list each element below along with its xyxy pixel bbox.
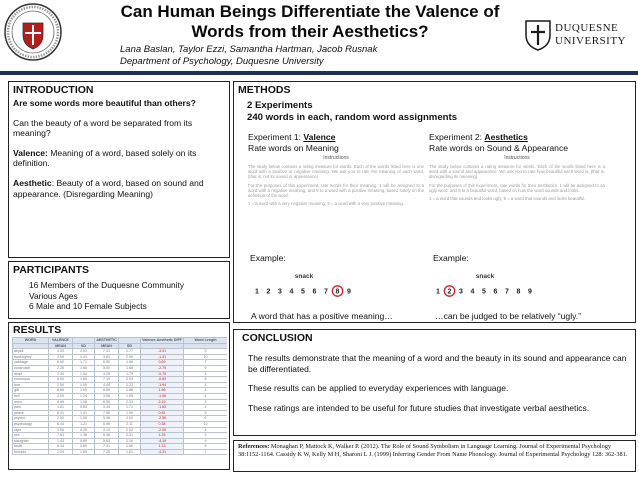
table-cell: 1.61 bbox=[119, 449, 141, 455]
table-cell: 1.79 bbox=[119, 371, 141, 377]
instructions-text: The study below contains a rating measure for words. Each of the words listed here is a word with a sound and appearance. We ask you to rate how beautiful each word is, (that is, disregarding its meaning). bbox=[429, 164, 605, 180]
results-table-wrapper bbox=[12, 337, 227, 467]
exp2-task: Rate words on Sound & Appearance bbox=[429, 142, 569, 153]
table-cell: 2.00 bbox=[49, 354, 73, 360]
table-cell: 6 bbox=[184, 416, 228, 422]
methods-line-1: 2 Experiments bbox=[247, 100, 313, 111]
table-cell: 1.69 bbox=[73, 449, 95, 455]
table-cell: sex bbox=[13, 433, 49, 439]
example-word: snack bbox=[475, 273, 495, 280]
scale-number: 9 bbox=[528, 288, 532, 296]
example-label: Example: bbox=[433, 253, 469, 263]
title-line-2: Words from their Aesthetics? bbox=[191, 22, 429, 41]
table-cell: 4 bbox=[184, 393, 228, 399]
table-cell: 1.06 bbox=[49, 427, 73, 433]
table-cell: 5 bbox=[184, 349, 228, 355]
table-cell: -0.75 bbox=[141, 371, 184, 377]
table-cell: 2.90 bbox=[119, 354, 141, 360]
scale-number: 7 bbox=[505, 288, 509, 296]
conclusion-paragraph: These ratings are intended to be useful for future studies that investigate verbal aesthetics. bbox=[248, 402, 590, 413]
scale-number: 4 bbox=[289, 288, 294, 296]
exp2-name: Aesthetics bbox=[484, 132, 528, 142]
aesthetic-text: : Beauty of a word, based on sound and appearance. (Disregarding Meaning) bbox=[13, 177, 204, 199]
table-cell: 1.44 bbox=[49, 438, 73, 444]
table-cell: 0.83 bbox=[73, 405, 95, 411]
list-item: 16 Members of the Duquesne Community bbox=[29, 280, 185, 290]
exp2-rating-scale bbox=[430, 269, 540, 299]
table-cell: 2.50 bbox=[49, 382, 73, 388]
table-cell: 4 bbox=[184, 388, 228, 394]
title-divider bbox=[0, 71, 638, 75]
references-text: Monaghan P, Mattock K, Walker P. (2012). The Role of Sound Symbolism in Language Learning. Journal of Experimental Psychology 38:1152-1164. Cassidy K W, Kelly M H, Sharoni L J. (1999) Inferring Gender From Name Phonology. Journal of Experimental Psychology 128: 362-381. bbox=[238, 443, 628, 459]
table-cell: -1.06 bbox=[141, 393, 184, 399]
table-cell: 0.81 bbox=[141, 410, 184, 416]
exp1-caption: A word that has a positive meaning… bbox=[251, 311, 393, 321]
table-cell: 1.21 bbox=[73, 421, 95, 427]
table-cell: 1.54 bbox=[73, 371, 95, 377]
scale-number: 1 bbox=[255, 288, 259, 296]
table-cell: smile bbox=[13, 444, 49, 450]
scale-number: 8 bbox=[516, 288, 521, 296]
table-cell: -3.31 bbox=[141, 349, 184, 355]
table-cell: 1.90 bbox=[119, 410, 141, 416]
instructions-text: 1 = a word that sounds and looks ugly; 9 = a word that sounds and looks beautiful. bbox=[429, 196, 586, 202]
scale-number: 2 bbox=[447, 288, 452, 296]
table-cell: -1.31 bbox=[141, 354, 184, 360]
table-cell: -2.56 bbox=[141, 416, 184, 422]
table-cell: 7 bbox=[184, 449, 228, 455]
table-cell: 1.66 bbox=[119, 444, 141, 450]
methods-panel bbox=[233, 81, 636, 323]
instructions-text: 1 = a word with a very negative meaning; 9 = a word with a very positive meaning. bbox=[248, 201, 404, 207]
table-cell: 2.00 bbox=[49, 393, 73, 399]
duquesne-logo bbox=[523, 16, 633, 56]
authors: Lana Baslan, Taylor Ezzi, Samantha Hartman, Jacob Rusnak bbox=[120, 44, 378, 55]
table-cell: -4.19 bbox=[141, 438, 184, 444]
exp1-instructions bbox=[248, 155, 424, 253]
table-cell: 1.86 bbox=[119, 388, 141, 394]
table-cell: 1.01 bbox=[73, 410, 95, 416]
table-cell: 1.80 bbox=[73, 377, 95, 383]
scale-number: 6 bbox=[312, 288, 317, 296]
instructions-text: The study below contains a rating measure for words. Each of the words listed here is one word with a positive or negative meaning. We ask you to rate the meaning of each word, (that is, not its sound or appearance). bbox=[248, 164, 424, 180]
table-cell: 7.31 bbox=[95, 349, 119, 355]
introduction-heading: INTRODUCTION bbox=[13, 84, 94, 96]
scale-number: 4 bbox=[470, 288, 475, 296]
instructions-heading: Instructions bbox=[323, 155, 349, 161]
table-cell: 2.02 bbox=[119, 427, 141, 433]
table-cell: 0.69 bbox=[141, 360, 184, 366]
exp2-prefix: Experiment 2: bbox=[429, 132, 485, 142]
table-cell: 0.89 bbox=[73, 444, 95, 450]
scale-number: 1 bbox=[436, 288, 440, 296]
introduction-question: Are some words more beautiful than others? bbox=[13, 98, 196, 108]
table-cell: slaughter bbox=[13, 438, 49, 444]
participants-list bbox=[29, 280, 225, 312]
table-cell: 1.25 bbox=[141, 433, 184, 439]
table-cell: 3.44 bbox=[95, 405, 119, 411]
table-cell: 5 bbox=[184, 444, 228, 450]
references-panel bbox=[233, 440, 636, 472]
example-label: Example: bbox=[250, 253, 286, 263]
table-cell: dead bbox=[13, 371, 49, 377]
scale-number: 8 bbox=[335, 288, 340, 296]
table-cell: 1.71 bbox=[119, 405, 141, 411]
table-cell: -0.69 bbox=[141, 377, 184, 383]
conclusion-paragraph: These results can be applied to everyday experiences with language. bbox=[248, 383, 509, 393]
aesthetic-definition bbox=[13, 178, 225, 199]
scale-number: 9 bbox=[347, 288, 351, 296]
scale-number: 7 bbox=[324, 288, 328, 296]
table-cell: abyss bbox=[13, 349, 49, 355]
table-cell: 3.06 bbox=[95, 393, 119, 399]
table-cell: 2.50 bbox=[49, 416, 73, 422]
experiment-2 bbox=[429, 132, 609, 153]
table-cell: 1.08 bbox=[73, 399, 95, 405]
table-cell: 1.50 bbox=[73, 416, 95, 422]
references-label: References: bbox=[238, 443, 270, 450]
table-cell: 2.16 bbox=[119, 438, 141, 444]
table-cell: 3 bbox=[184, 399, 228, 405]
table-cell: bankruptcy bbox=[13, 354, 49, 360]
table-cell: 7.25 bbox=[95, 449, 119, 455]
scale-number: 3 bbox=[459, 288, 463, 296]
table-cell: 7.63 bbox=[49, 433, 73, 439]
table-cell: 10 bbox=[184, 354, 228, 360]
table-cell: -2.06 bbox=[141, 427, 184, 433]
table-header-cell: Valence-Aesthetic DIFF bbox=[142, 338, 182, 342]
table-cell: 2.03 bbox=[73, 349, 95, 355]
table-cell: 4 bbox=[184, 427, 228, 433]
table-cell: 2.11 bbox=[119, 421, 141, 427]
table-cell: 1.56 bbox=[141, 388, 184, 394]
table-cell: 2.31 bbox=[119, 433, 141, 439]
table-cell: tornado bbox=[13, 449, 49, 455]
table-cell: 4 bbox=[184, 405, 228, 411]
table-cell: 9 bbox=[184, 438, 228, 444]
results-panel bbox=[8, 322, 230, 470]
table-cell: 1.13 bbox=[141, 444, 184, 450]
table-cell: 1.88 bbox=[119, 365, 141, 371]
table-cell: 1.05 bbox=[73, 388, 95, 394]
example-word: snack bbox=[294, 273, 314, 280]
table-cell: 8.31 bbox=[49, 410, 73, 416]
participants-panel bbox=[8, 261, 230, 319]
table-cell: 3.25 bbox=[95, 371, 119, 377]
table-cell: 1.95 bbox=[119, 393, 141, 399]
table-header-cell: Word Length bbox=[184, 338, 228, 344]
table-cell: 3.13 bbox=[95, 427, 119, 433]
exp1-name: Valence bbox=[303, 132, 336, 142]
table-header-cell: SD bbox=[73, 343, 95, 349]
table-header-cell: MEAN bbox=[95, 343, 119, 349]
table-cell: 0.89 bbox=[73, 438, 95, 444]
conclusion-heading: CONCLUSION bbox=[242, 332, 313, 344]
experiment-1 bbox=[248, 132, 428, 153]
table-cell: 1.65 bbox=[73, 365, 95, 371]
scale-number: 2 bbox=[266, 288, 271, 296]
table-cell: 2.19 bbox=[141, 399, 184, 405]
table-cell: -1.63 bbox=[141, 405, 184, 411]
scale-number: 6 bbox=[493, 288, 498, 296]
introduction-panel bbox=[8, 81, 230, 258]
table-cell: peace bbox=[13, 410, 49, 416]
table-cell: 2.04 bbox=[119, 377, 141, 383]
table-header-cell: WORD bbox=[13, 338, 49, 344]
introduction-paragraph: Can the beauty of a word be separated from its meaning? bbox=[13, 117, 193, 139]
table-cell: 2.33 bbox=[119, 399, 141, 405]
scale-number: 5 bbox=[482, 288, 486, 296]
table-cell: 8.69 bbox=[49, 399, 73, 405]
table-cell: 4.00 bbox=[49, 349, 73, 355]
table-cell: 4 bbox=[184, 382, 228, 388]
methods-line-2: 240 words in each, random word assignments bbox=[247, 111, 458, 123]
table-cell: cockroach bbox=[13, 365, 49, 371]
table-header-cell: SD bbox=[119, 343, 141, 349]
table-cell: 0.38 bbox=[141, 421, 184, 427]
table-cell: gift bbox=[13, 388, 49, 394]
table-cell: 4.44 bbox=[95, 382, 119, 388]
table-cell: cabbage bbox=[13, 360, 49, 366]
instructions-text: For the purposes of this experiment, rate words for their aesthetics. 1 will be assigned to an ugly word, and 9 to a beautiful word, based on how the word sounds and looks. bbox=[429, 182, 605, 193]
results-table bbox=[12, 337, 227, 455]
list-item: 6 Male and 10 Female Subjects bbox=[29, 301, 147, 311]
valence-text: Meaning of a word, based solely on its definition. bbox=[13, 147, 197, 169]
table-cell: psychology bbox=[13, 421, 49, 427]
table-cell: 1.86 bbox=[119, 360, 141, 366]
exp2-caption: …can be judged to be relatively “ugly.” bbox=[435, 311, 582, 321]
table-cell: 5.00 bbox=[95, 365, 119, 371]
table-cell: 5.63 bbox=[95, 438, 119, 444]
poster-title bbox=[100, 2, 520, 42]
exp1-task: Rate words on Meaning bbox=[248, 142, 339, 153]
table-cell: 6.50 bbox=[95, 360, 119, 366]
table-header-cell: MEAN bbox=[49, 343, 73, 349]
table-cell: 10 bbox=[184, 421, 228, 427]
department: Department of Psychology, Duquesne University bbox=[120, 56, 324, 67]
conclusion-paragraph: The results demonstrate that the meaning of a word and the beauty in its sound and appearance can be differentiated. bbox=[248, 353, 627, 374]
table-cell: 6.50 bbox=[95, 388, 119, 394]
university-seal-icon bbox=[3, 1, 63, 63]
participants-heading: PARTICIPANTS bbox=[13, 264, 90, 276]
table-cell: 2.94 bbox=[49, 449, 73, 455]
results-heading: RESULTS bbox=[13, 324, 62, 336]
valence-definition bbox=[13, 148, 225, 169]
exp2-instructions bbox=[429, 155, 605, 253]
table-header-cell: VALENCE bbox=[49, 338, 73, 344]
table-cell: 7.19 bbox=[95, 377, 119, 383]
exp1-prefix: Experiment 1: bbox=[248, 132, 304, 142]
table-cell: 1.81 bbox=[49, 405, 73, 411]
table-cell: 1.36 bbox=[73, 433, 95, 439]
conclusion-panel bbox=[233, 329, 636, 436]
table-cell: 2.02 bbox=[119, 416, 141, 422]
table-cell: 5 bbox=[184, 410, 228, 416]
table-cell: rape bbox=[13, 427, 49, 433]
methods-heading: METHODS bbox=[238, 84, 291, 96]
table-header-cell: AESTHETIC bbox=[96, 338, 117, 342]
table-cell: 1.77 bbox=[119, 349, 141, 355]
author-block bbox=[120, 44, 377, 68]
table-cell: 8.44 bbox=[49, 444, 73, 450]
exp1-rating-scale bbox=[249, 269, 359, 299]
table-cell: -2.75 bbox=[141, 365, 184, 371]
table-cell: 6.50 bbox=[95, 399, 119, 405]
table-cell: fear bbox=[13, 382, 49, 388]
table-cell: 6.44 bbox=[49, 421, 73, 427]
table-row bbox=[13, 449, 228, 455]
table-cell: enormous bbox=[13, 377, 49, 383]
table-cell: 9 bbox=[184, 365, 228, 371]
list-item: Various Ages bbox=[29, 290, 78, 301]
table-cell: 7.50 bbox=[95, 410, 119, 416]
table-cell: 6.06 bbox=[95, 421, 119, 427]
instructions-heading: Instructions bbox=[504, 155, 530, 161]
rating-scale-graphic bbox=[430, 269, 540, 299]
table-cell: 3 bbox=[184, 433, 228, 439]
table-cell: 5.06 bbox=[95, 416, 119, 422]
logo-line-1: DUQUESNE bbox=[555, 22, 619, 34]
table-cell: 0.25 bbox=[73, 427, 95, 433]
aesthetic-term: Aesthetic bbox=[13, 177, 52, 188]
table-cell: 1.05 bbox=[73, 382, 95, 388]
table-cell: psycho bbox=[13, 416, 49, 422]
logo-line-2: UNIVERSITY bbox=[555, 35, 626, 47]
table-cell: 3.81 bbox=[95, 354, 119, 360]
table-cell: 1.21 bbox=[73, 354, 95, 360]
table-cell: 8.06 bbox=[49, 388, 73, 394]
table-cell: 1.71 bbox=[73, 360, 95, 366]
table-cell: 1.24 bbox=[73, 393, 95, 399]
instructions-text: For the purposes of this experiment, rate words for their meaning. 1 will be assigned to a word with a negative meaning, and 9 to a word with a positive meaning, based solely on the definition of the word. bbox=[248, 182, 424, 199]
table-cell: 7.31 bbox=[95, 444, 119, 450]
table-cell: -1.94 bbox=[141, 382, 184, 388]
valence-term: Valence: bbox=[13, 147, 48, 158]
rating-scale-graphic bbox=[249, 269, 359, 299]
table-cell: pain bbox=[13, 405, 49, 411]
table-cell: 4 bbox=[184, 371, 228, 377]
table-cell: mom bbox=[13, 399, 49, 405]
table-cell: 2.30 bbox=[49, 371, 73, 377]
scale-number: 5 bbox=[301, 288, 305, 296]
table-cell: 2.25 bbox=[49, 365, 73, 371]
table-cell: 6.50 bbox=[49, 377, 73, 383]
table-cell: 2.23 bbox=[119, 382, 141, 388]
table-cell: 8 bbox=[184, 377, 228, 383]
title-line-1: Can Human Beings Differentiate the Valence of bbox=[120, 2, 500, 21]
duquesne-crest-icon bbox=[523, 18, 553, 52]
table-cell: hell bbox=[13, 393, 49, 399]
table-cell: -4.31 bbox=[141, 449, 184, 455]
table-cell: 6.38 bbox=[95, 433, 119, 439]
table-cell: 6.00 bbox=[49, 360, 73, 366]
table-cell: 7 bbox=[184, 360, 228, 366]
scale-number: 3 bbox=[278, 288, 282, 296]
